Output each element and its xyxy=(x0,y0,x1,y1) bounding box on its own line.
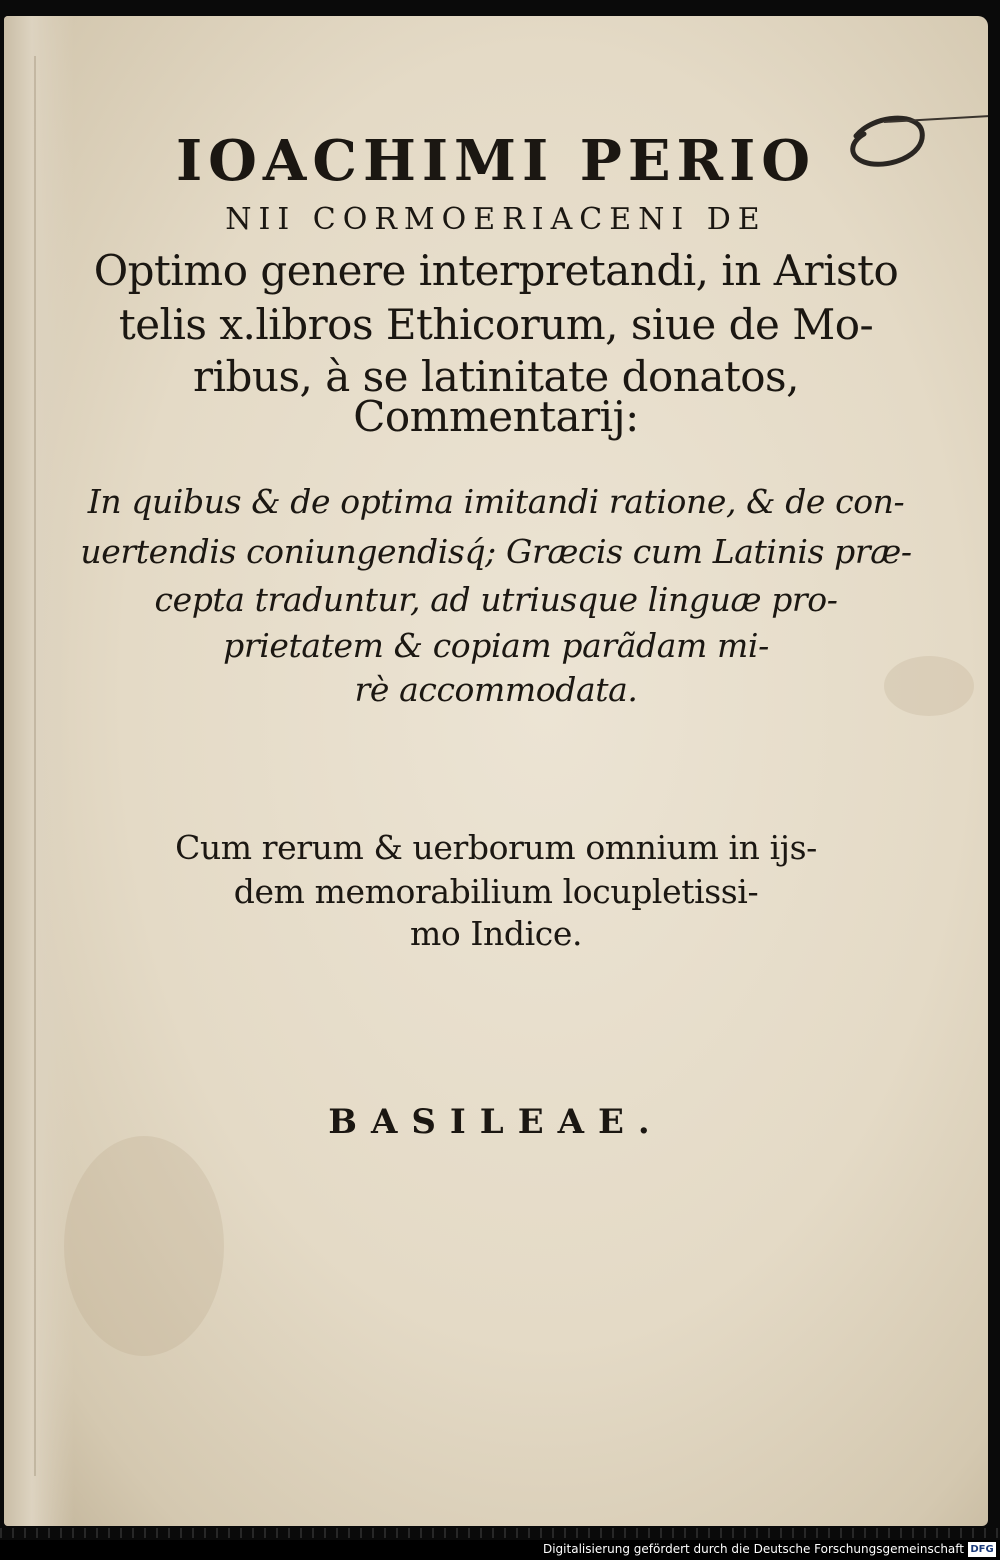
scan-ruler-strip xyxy=(0,1528,1000,1538)
imprint-place: BASILEAE. xyxy=(328,1102,664,1142)
subtitle-line-4: prietatem & copiam parãdam mi- xyxy=(223,626,769,665)
subtitle-line-3: cepta traduntur, ad utriusque linguæ pro- xyxy=(154,580,838,619)
subtitle-line-1: In quibus & de optima imitandi ratione, & de con- xyxy=(87,482,905,521)
index-line-2: dem memorabilium locupletissi- xyxy=(233,872,759,911)
title-line-2: NII CORMOERIACENI DE xyxy=(225,202,767,237)
title-line-5: ribus, à se latinitate donatos, xyxy=(193,352,799,401)
digitization-footer xyxy=(0,1540,1000,1560)
title-line-4: telis x.libros Ethicorum, siue de Mo- xyxy=(118,300,874,349)
index-line-1: Cum rerum & uerborum omnium in ijs- xyxy=(175,828,817,867)
footer-credit: Digitalisierung gefördert durch die Deutsche Forschungsgemeinschaft xyxy=(542,1542,964,1556)
paper-stain xyxy=(64,1136,224,1356)
dfg-logo-icon: DFG xyxy=(968,1542,996,1557)
subtitle-line-5: rè accommodata. xyxy=(354,670,638,709)
title-line-3: Optimo genere interpretandi, in Aristo xyxy=(93,246,899,295)
page-spine-shadow xyxy=(4,16,74,1526)
index-line-3: mo Indice. xyxy=(409,914,583,953)
subtitle-line-2: uertendis coniungendisq́; Græcis cum Latinis præ- xyxy=(80,532,912,571)
title-page xyxy=(4,16,988,1526)
title-line-1: IOACHIMI PERIO xyxy=(175,128,817,194)
title-line-6: Commentarij: xyxy=(353,392,639,441)
